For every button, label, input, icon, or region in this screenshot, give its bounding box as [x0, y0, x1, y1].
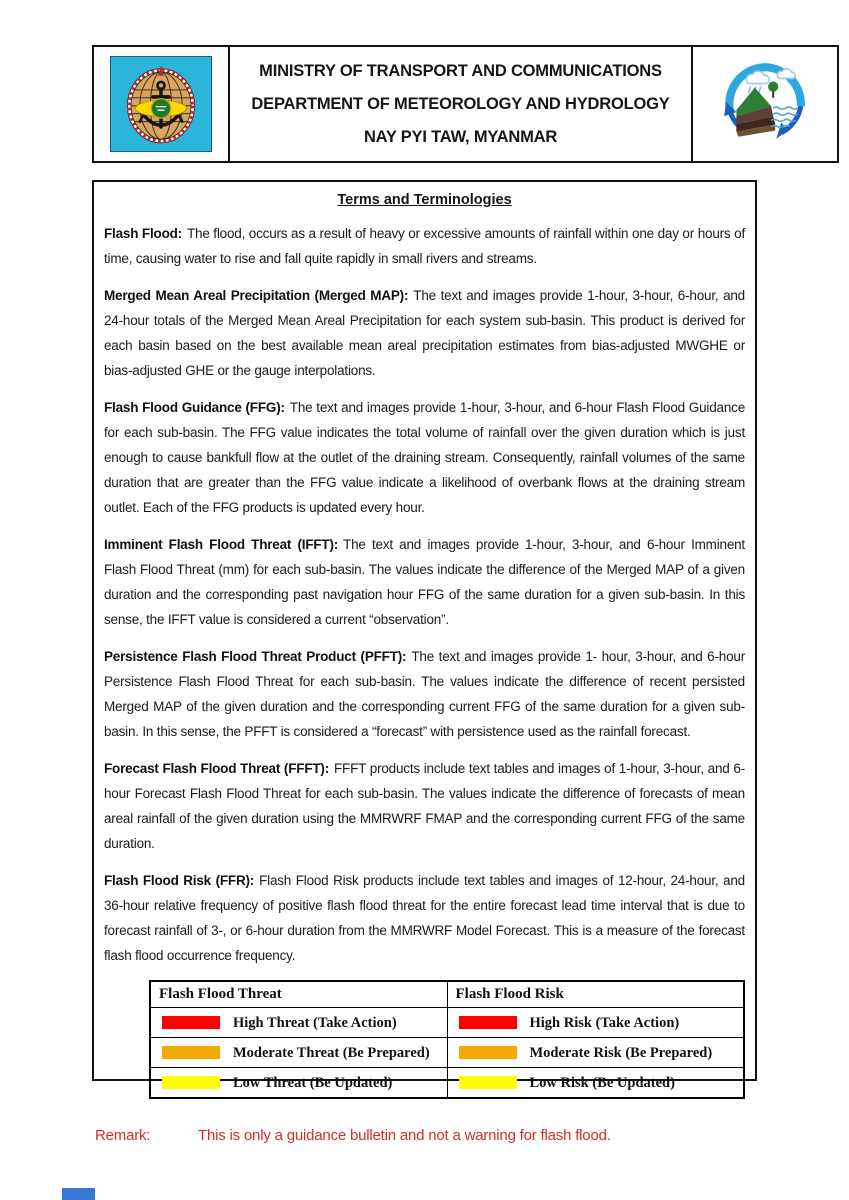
legend-label: Low Risk (Be Updated)	[529, 1074, 675, 1091]
ministry-emblem-graphic	[116, 60, 206, 148]
header-table	[92, 45, 839, 163]
legend-label: Moderate Risk (Be Prepared)	[529, 1044, 713, 1061]
paragraph-flash-flood	[104, 221, 745, 271]
term-label: Flash Flood Guidance (FFG):	[104, 400, 285, 415]
next-page-fragment	[62, 1188, 95, 1200]
remark-label: Remark:	[95, 1127, 151, 1144]
term-definition: The text and images provide 1-hour, 3-hour, and 6-hour Imminent Flash Flood Threat (mm) for each sub-basin. The values indicate the difference of the Merged MAP of a given duration and the corresponding past navigation hour FFG of the same duration for a given sub-basin. In this sense, the IFFT value is considered a current “observation”.	[104, 537, 745, 627]
low-risk-color-swatch	[459, 1076, 517, 1089]
term-definition: The text and images provide 1-hour, 3-hour, and 6-hour Flash Flood Guidance for each sub-basin. The FFG value indicates the total volume of rainfall over the given duration which is just enough to cause bankfull flow at the outlet of the draining stream. Consequently, rainfall volumes of the same duration that are greater than the FFG value indicate a likelihood of overbank flows at the draining stream outlet. Each of the FFG products is updated every hour.	[104, 400, 745, 515]
legend-table	[149, 980, 745, 1099]
legend-row-moderate	[150, 1038, 744, 1068]
term-definition: Flash Flood Risk products include text tables and images of 12-hour, 24-hour, and 36-hour relative frequency of positive flash flood threat for the entire forecast lead time interval that is due to forecast rainfall of 3-, or 6-hour duration from the MMRWRF Model Forecast. This is a measure of the forecast flash flood occurrence frequency.	[104, 873, 745, 963]
paragraph-merged-map	[104, 283, 745, 383]
legend-col-header-threat: Flash Flood Threat	[150, 981, 447, 1008]
terms-box	[92, 180, 757, 1091]
legend-header-row	[150, 981, 744, 1008]
remark	[95, 1127, 611, 1144]
moderate-risk-color-swatch	[459, 1046, 517, 1059]
header-line-2: DEPARTMENT OF METEOROLOGY AND HYDROLOGY	[251, 94, 670, 113]
paragraph-ffg	[104, 395, 745, 520]
legend-col-header-risk: Flash Flood Risk	[447, 981, 744, 1008]
legend-row-high	[150, 1008, 744, 1038]
paragraph-ifft	[104, 532, 745, 632]
low-threat-color-swatch	[162, 1076, 220, 1089]
page-title: Terms and Terminologies	[337, 192, 512, 208]
term-definition: FFFT products include text tables and images of 1-hour, 3-hour, and 6-hour Forecast Flash Flood Threat for each sub-basin. The values indicate the difference of forecasts of mean areal rainfall of the given duration using the MMRWRF FMAP and the corresponding current FFG of the same duration.	[104, 761, 745, 851]
term-label: Imminent Flash Flood Threat (IFFT):	[104, 537, 339, 552]
legend-label: High Threat (Take Action)	[233, 1014, 397, 1031]
header-left-cell	[94, 47, 230, 161]
paragraph-pfft	[104, 644, 745, 744]
header-title-block	[230, 47, 691, 161]
header-right-cell	[691, 47, 837, 161]
high-threat-color-swatch	[162, 1016, 220, 1029]
term-definition: The text and images provide 1- hour, 3-hour, and 6-hour Persistence Flash Flood Threat for each sub-basin. The values indicate the difference of recent persisted Merged MAP of the given duration and the corresponding current FFG of the same duration for a given sub-basin. In this sense, the PFFT is considered a “forecast” with persistence used as the rainfall forecast.	[104, 649, 745, 739]
moderate-threat-color-swatch	[162, 1046, 220, 1059]
term-definition: The text and images provide 1-hour, 3-hour, 6-hour, and 24-hour totals of the Merged Mean Areal Precipitation for each system sub-basin. This product is derived for each basin based on the best available mean areal precipitation estimates from bias-adjusted MWGHE or bias-adjusted GHE or the gauge interpolations.	[104, 288, 745, 378]
term-label: Flash Flood Risk (FFR):	[104, 873, 255, 888]
header-line-3: NAY PYI TAW, MYANMAR	[363, 127, 558, 146]
term-definition: The flood, occurs as a result of heavy or excessive amounts of rainfall within one day or hours of time, causing water to rise and fall quite rapidly in small rivers and streams.	[104, 226, 745, 266]
ministry-emblem-icon	[110, 56, 212, 152]
remark-text: This is only a guidance bulletin and not a warning for flash flood.	[198, 1127, 611, 1144]
legend-label: Low Threat (Be Updated)	[233, 1074, 393, 1091]
legend-row-low	[150, 1068, 744, 1099]
term-label: Forecast Flash Flood Threat (FFFT):	[104, 761, 330, 776]
paragraph-ffft	[104, 756, 745, 856]
dmh-water-cycle-logo-icon	[720, 59, 810, 149]
high-risk-color-swatch	[459, 1016, 517, 1029]
legend-label: Moderate Threat (Be Prepared)	[233, 1044, 430, 1061]
term-label: Flash Flood:	[104, 226, 182, 241]
legend-label: High Risk (Take Action)	[529, 1014, 680, 1031]
header-line-1: MINISTRY OF TRANSPORT AND COMMUNICATIONS	[259, 61, 662, 80]
paragraph-ffr	[104, 868, 745, 968]
term-label: Persistence Flash Flood Threat Product (PFFT):	[104, 649, 407, 664]
term-label: Merged Mean Areal Precipitation (Merged MAP):	[104, 288, 409, 303]
